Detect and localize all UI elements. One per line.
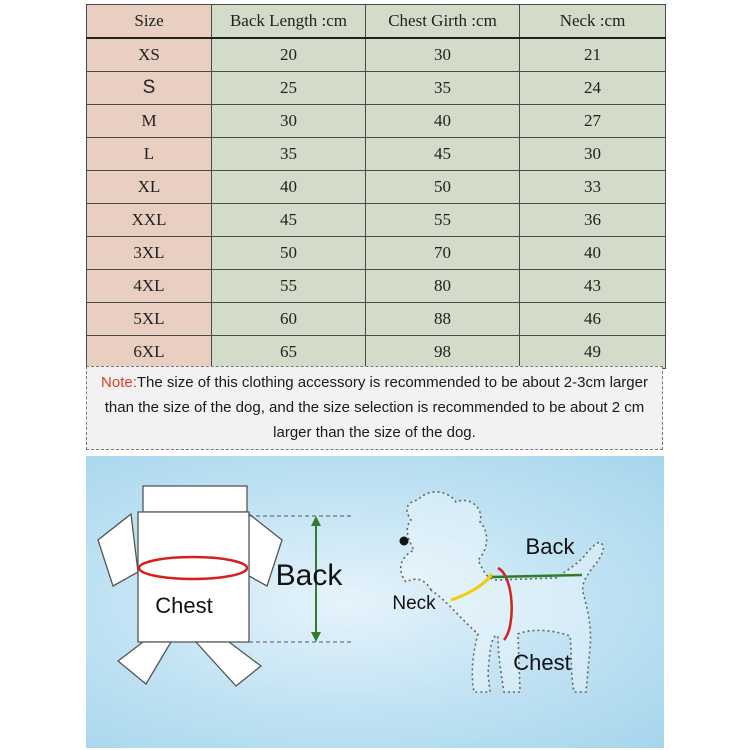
table-row [87,270,666,303]
garment-collar [143,486,247,512]
table-row [87,237,666,270]
neck-cell: 27 [520,105,666,138]
neck-cell: 33 [520,171,666,204]
neck-cell: 40 [520,237,666,270]
dog-chest-label: Chest [513,650,571,675]
table-row [87,336,666,369]
header-chest-girth: Chest Girth :cm [366,5,520,39]
measurement-illustration [86,456,664,748]
chest-girth-cell: 70 [366,237,520,270]
dog-outline [401,492,604,692]
table-header-row [87,5,666,39]
back-length-cell: 65 [212,336,366,369]
size-cell: L [87,138,212,171]
garment-chest-label: Chest [155,593,213,618]
back-arrow-top [311,516,321,526]
header-size: Size [87,5,212,39]
sizing-note [86,366,663,450]
garment-right-leg [196,642,261,686]
garment-left-leg [118,642,171,684]
table-row [87,204,666,237]
size-cell: 4XL [87,270,212,303]
size-chart-table [86,4,666,369]
back-length-cell: 40 [212,171,366,204]
table-row [87,171,666,204]
chest-girth-cell: 80 [366,270,520,303]
back-length-cell: 25 [212,72,366,105]
neck-cell: 21 [520,38,666,72]
size-cell: XS [87,38,212,72]
back-length-cell: 50 [212,237,366,270]
table-header [87,5,666,39]
note-label: Note: [101,374,137,391]
chest-girth-cell: 88 [366,303,520,336]
back-length-cell: 45 [212,204,366,237]
size-cell: 3XL [87,237,212,270]
back-length-cell: 60 [212,303,366,336]
size-cell: XXL [87,204,212,237]
back-arrow-bottom [311,632,321,642]
table-row [87,138,666,171]
dog-back-label: Back [525,534,575,559]
table-row [87,72,666,105]
chest-girth-cell: 30 [366,38,520,72]
back-length-cell: 30 [212,105,366,138]
size-cell: M [87,105,212,138]
measurement-diagram [86,456,664,748]
table-row [87,303,666,336]
dog-nose [400,537,409,546]
header-back-length: Back Length :cm [212,5,366,39]
size-cell: S [87,72,212,105]
back-length-cell: 20 [212,38,366,72]
table-row [87,38,666,72]
note-text: The size of this clothing accessory is recommended to be about 2-3cm larger than the size of the dog, and the size selection is recommended to be about 2 cm larger than the size of the dog. [104,374,648,441]
neck-cell: 24 [520,72,666,105]
dog-neck-label: Neck [392,593,436,614]
neck-cell: 43 [520,270,666,303]
table-row [87,105,666,138]
chest-girth-cell: 40 [366,105,520,138]
neck-cell: 46 [520,303,666,336]
chest-girth-cell: 35 [366,72,520,105]
chest-girth-cell: 50 [366,171,520,204]
neck-cell: 36 [520,204,666,237]
size-cell: XL [87,171,212,204]
neck-cell: 49 [520,336,666,369]
back-length-cell: 55 [212,270,366,303]
size-cell: 5XL [87,303,212,336]
garment-left-sleeve [98,514,138,586]
chest-girth-cell: 55 [366,204,520,237]
size-cell: 6XL [87,336,212,369]
garment-outline [98,486,282,686]
table-body [87,38,666,369]
neck-cell: 30 [520,138,666,171]
back-length-cell: 35 [212,138,366,171]
garment-back-label: Back [275,559,343,592]
chest-girth-cell: 45 [366,138,520,171]
header-neck: Neck :cm [520,5,666,39]
chest-girth-cell: 98 [366,336,520,369]
